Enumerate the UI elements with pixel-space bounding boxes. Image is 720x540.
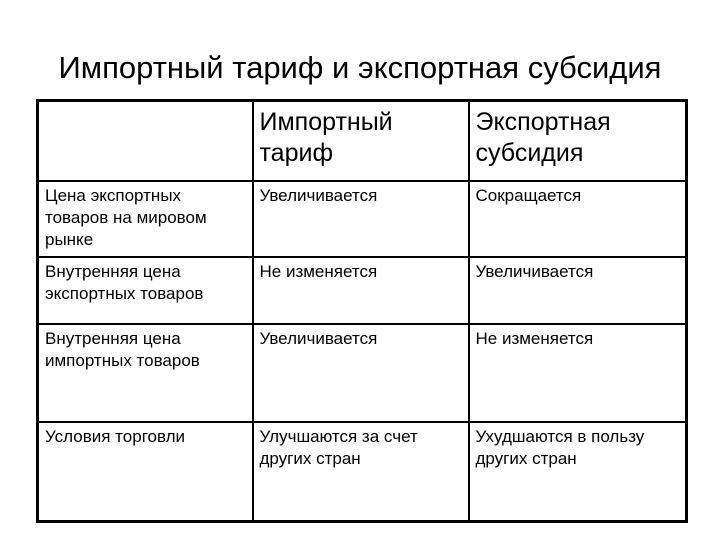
header-cell-empty: [38, 101, 253, 181]
header-cell-import-tariff: Импортный тариф: [253, 101, 469, 181]
row-label: Условия торговли: [38, 422, 253, 522]
cell-import-tariff: Увеличивается: [253, 181, 469, 257]
row-label: Цена экспортных товаров на мировом рынке: [38, 181, 253, 257]
cell-import-tariff: Не изменяется: [253, 257, 469, 324]
row-label: Внутренняя цена импортных товаров: [38, 324, 253, 422]
table-row: [38, 324, 687, 422]
cell-export-subsidy: Сокращается: [469, 181, 687, 257]
cell-export-subsidy: Не изменяется: [469, 324, 687, 422]
cell-export-subsidy: Ухудшаются в пользу других стран: [469, 422, 687, 522]
table-header-row: [38, 101, 687, 181]
cell-export-subsidy: Увеличивается: [469, 257, 687, 324]
table-row: [38, 422, 687, 522]
row-label: Внутренняя цена экспортных товаров: [38, 257, 253, 324]
slide-title: Импортный тариф и экспортная субсидия: [58, 50, 662, 85]
header-cell-export-subsidy: Экспортная субсидия: [469, 101, 687, 181]
table-row: [38, 257, 687, 324]
comparison-table: [36, 99, 688, 523]
cell-import-tariff: Увеличивается: [253, 324, 469, 422]
cell-import-tariff: Улучшаются за счет других стран: [253, 422, 469, 522]
table-row: [38, 181, 687, 257]
